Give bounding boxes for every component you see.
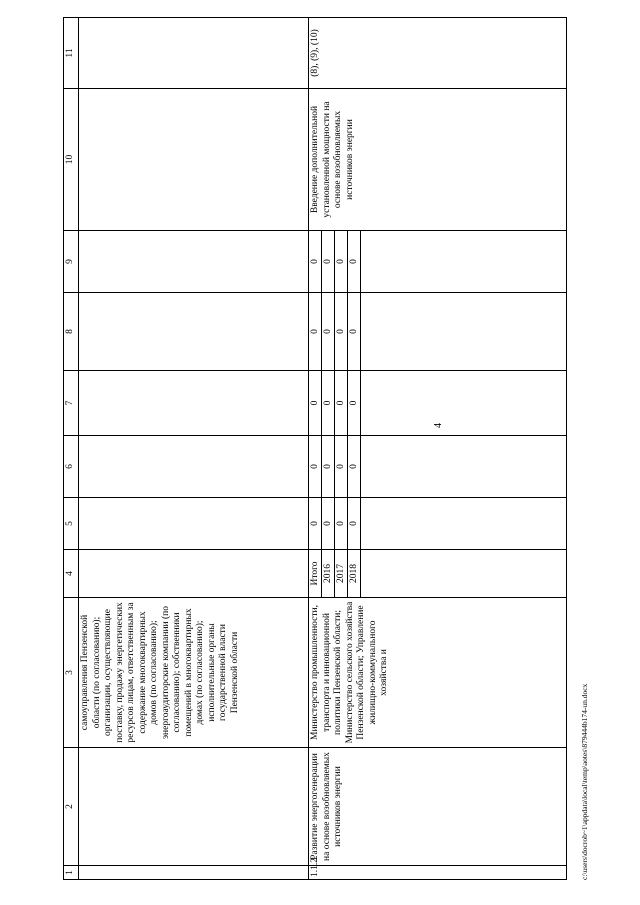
value: 0: [322, 498, 335, 549]
table-row-1-1-2: [309, 18, 567, 880]
col-header-6: 6: [64, 436, 79, 498]
indicators: (8), (9), (10): [309, 18, 567, 89]
value: 0: [335, 371, 348, 435]
value: 0: [348, 293, 361, 370]
year-2017: 2017: [335, 550, 348, 597]
col6-cell: [309, 436, 567, 498]
measure-name: Развитие энергогенерации на основе возобновляемых источников энергии: [309, 748, 567, 866]
value: 0: [335, 293, 348, 370]
value: 0: [309, 436, 322, 497]
col5-cell: [309, 498, 567, 550]
value: 0: [335, 436, 348, 497]
row-number: 1.1.2.: [309, 866, 567, 880]
year-2016: 2016: [322, 550, 335, 597]
value: 0: [309, 293, 322, 370]
col-header-2: 2: [64, 748, 79, 866]
continuation-row: [79, 18, 309, 880]
col-header-4: 4: [64, 550, 79, 598]
col-header-5: 5: [64, 498, 79, 550]
value: 0: [348, 371, 361, 435]
expected-result: Введение дополнительной установленной мощности на основе возобновляемых источников энергии: [309, 89, 567, 231]
value: 0: [322, 371, 335, 435]
header-row: [64, 18, 79, 880]
col-header-7: 7: [64, 371, 79, 436]
value: 0: [322, 231, 335, 292]
col-header-8: 8: [64, 293, 79, 371]
col9-cell: [309, 231, 567, 293]
measure-executors: Министерство промышленности, транспорта и инновационной политики Пензенской области; Министерство сельского хозяйства Пензенской области; Управление жилищно-коммунального хозяйства и: [309, 598, 567, 748]
value: 0: [309, 231, 322, 292]
page-number: 4: [433, 423, 444, 428]
col-header-1: 1: [64, 866, 79, 880]
value: 0: [309, 371, 322, 435]
value: 0: [322, 293, 335, 370]
value: 0: [309, 498, 322, 549]
continuation-executors: самоуправления Пензенской области (по согласованию); организации, осуществляющие поставку, продажу энергетических ресурсов лицам, ответственным за содержание многоквартирных домов (по согласованию); энергоаудиторские компании (по согласованию); собственники помещений в многоквартирных домах (по согласованию); исполнительные органы государственной власти Пензенской области: [79, 598, 309, 748]
value: 0: [348, 231, 361, 292]
value: 0: [335, 498, 348, 549]
col8-cell: [309, 293, 567, 371]
value: 0: [348, 436, 361, 497]
value: 0: [322, 436, 335, 497]
years-cell: [309, 550, 567, 598]
col-header-9: 9: [64, 231, 79, 293]
col-header-3: 3: [64, 598, 79, 748]
col-header-10: 10: [64, 89, 79, 231]
col-header-11: 11: [64, 18, 79, 89]
col7-cell: [309, 371, 567, 436]
year-2018: 2018: [348, 550, 361, 597]
value: 0: [348, 498, 361, 549]
footer-file-path: c:\users\docrob~1\appdata\local\temp\aotes\879444b174-un.docx: [580, 683, 589, 880]
year-total: Итого: [309, 550, 322, 597]
rotated-table-container: [63, 18, 567, 880]
value: 0: [335, 231, 348, 292]
program-table: [63, 17, 567, 880]
